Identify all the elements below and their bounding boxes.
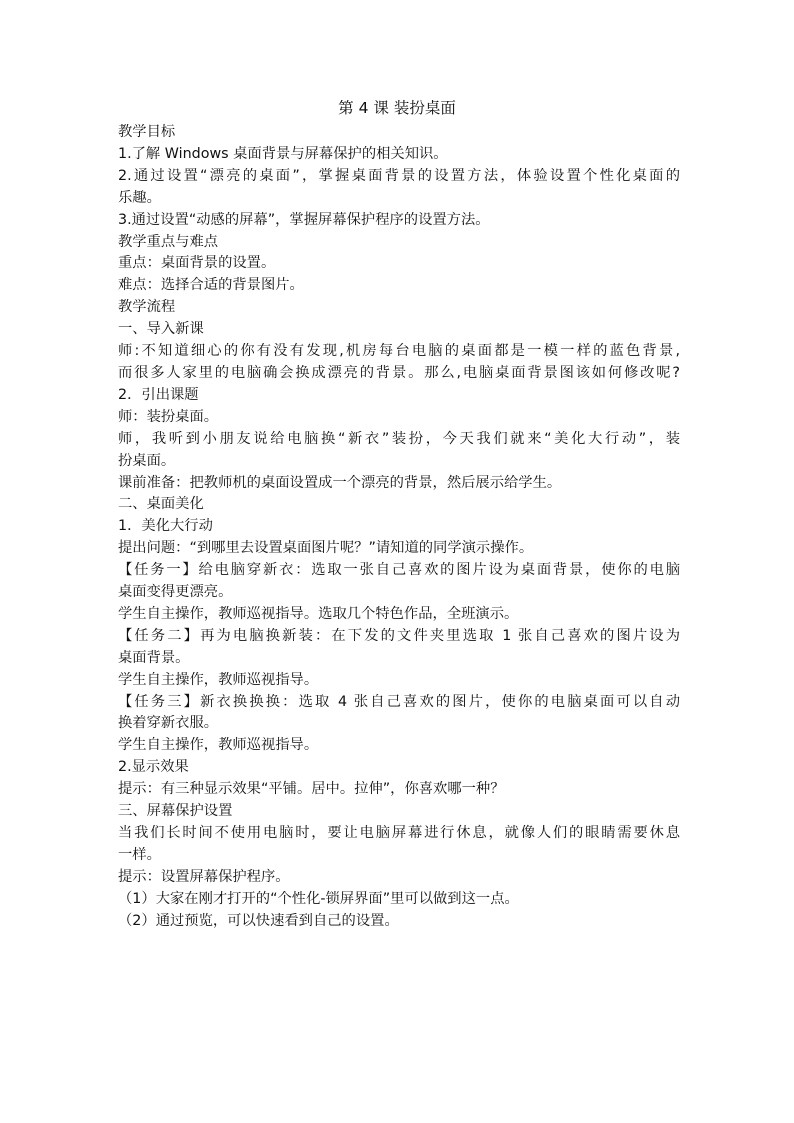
subsection-heading: 2.显示效果 [118,759,189,776]
paragraph-intro-line-1: 师:不知道细心的你有没有发现,机房每台电脑的桌面都是一模一样的蓝色背景, [118,343,680,360]
paragraph-text: 学生自主操作，教师巡视指导。 [118,737,319,754]
lesson-title: 第 4 课 装扮桌面 [338,99,456,117]
paragraph-text: 提出问题：“到哪里去设置桌面图片呢？”请知道的同学演示操作。 [118,540,534,557]
goal-2-line-2: 乐趣。 [118,189,161,206]
heading-teaching-goals: 教学目标 [118,124,176,140]
section-1-heading: 一、导入新课 [118,321,204,338]
heading-key-points: 教学重点与难点 [118,233,219,250]
goal-3: 3.通过设置“动感的屏幕”，掌握屏幕保护程序的设置方法。 [118,211,490,228]
paragraph-text: 扮桌面。 [118,452,176,469]
task-1-line-2: 桌面变得更漂亮。 [118,584,233,601]
paragraph-text: 课前准备：把教师机的桌面设置成一个漂亮的背景，然后展示给学生。 [118,474,562,491]
task-1-line-1: 【任务一】给电脑穿新衣：选取一张自己喜欢的图片设为桌面背景，使你的电脑 [118,562,680,579]
lesson-body [118,122,680,933]
paragraph-screensaver-line-2: 一样。 [118,846,161,863]
subsection-heading: 2．引出课题 [118,386,199,403]
paragraph-text: 提示：有三种显示效果“平铺。居中。拉伸”，你喜欢哪一种？ [118,781,505,798]
section-3-heading: 三、屏幕保护设置 [118,803,233,820]
paragraph-text: 学生自主操作，教师巡视指导。 [118,671,319,688]
paragraph-screensaver-line-1: 当我们长时间不使用电脑时，要让电脑屏幕进行休息，就像人们的眼睛需要休息 [118,825,680,841]
task-3-line-2: 换着穿新衣服。 [118,715,219,732]
task-3-line-1: 【任务三】新衣换换换：选取 4 张自己喜欢的图片，使你的电脑桌面可以自动 [118,693,680,710]
goal-2-line-1: 2.通过设置“漂亮的桌面”，掌握桌面背景的设置方法，体验设置个性化桌面的 [118,167,680,184]
section-2-heading: 二、桌面美化 [118,496,204,513]
paragraph-text: 提示：设置屏幕保护程序。 [118,868,290,885]
key-point: 重点：桌面背景的设置。 [118,255,276,272]
list-item: （1）大家在刚才打开的“个性化-锁屏界面”里可以做到这一点。 [118,890,519,907]
paragraph-text: 师：装扮桌面。 [118,408,219,425]
goal-1: 1.了解 Windows 桌面背景与屏幕保护的相关知识。 [118,145,448,162]
task-2-line-2: 桌面背景。 [118,649,190,666]
task-2-line-1: 【任务二】再为电脑换新装：在下发的文件夹里选取 1 张自己喜欢的图片设为 [118,627,680,644]
paragraph-intro-line-2: 而很多人家里的电脑确会换成漂亮的背景。那么,电脑桌面背景图该如何修改呢? [118,364,680,381]
paragraph-text: 师，我听到小朋友说给电脑换“新衣”装扮，今天我们就来“美化大行动”，装 [118,430,680,447]
paragraph-text: 学生自主操作，教师巡视指导。选取几个特色作品，全班演示。 [118,605,519,622]
difficult-point: 难点：选择合适的背景图片。 [118,277,304,294]
subsection-heading: 1．美化大行动 [118,518,213,535]
list-item: （2）通过预览，可以快速看到自己的设置。 [118,912,399,929]
heading-teaching-process: 教学流程 [118,299,176,316]
